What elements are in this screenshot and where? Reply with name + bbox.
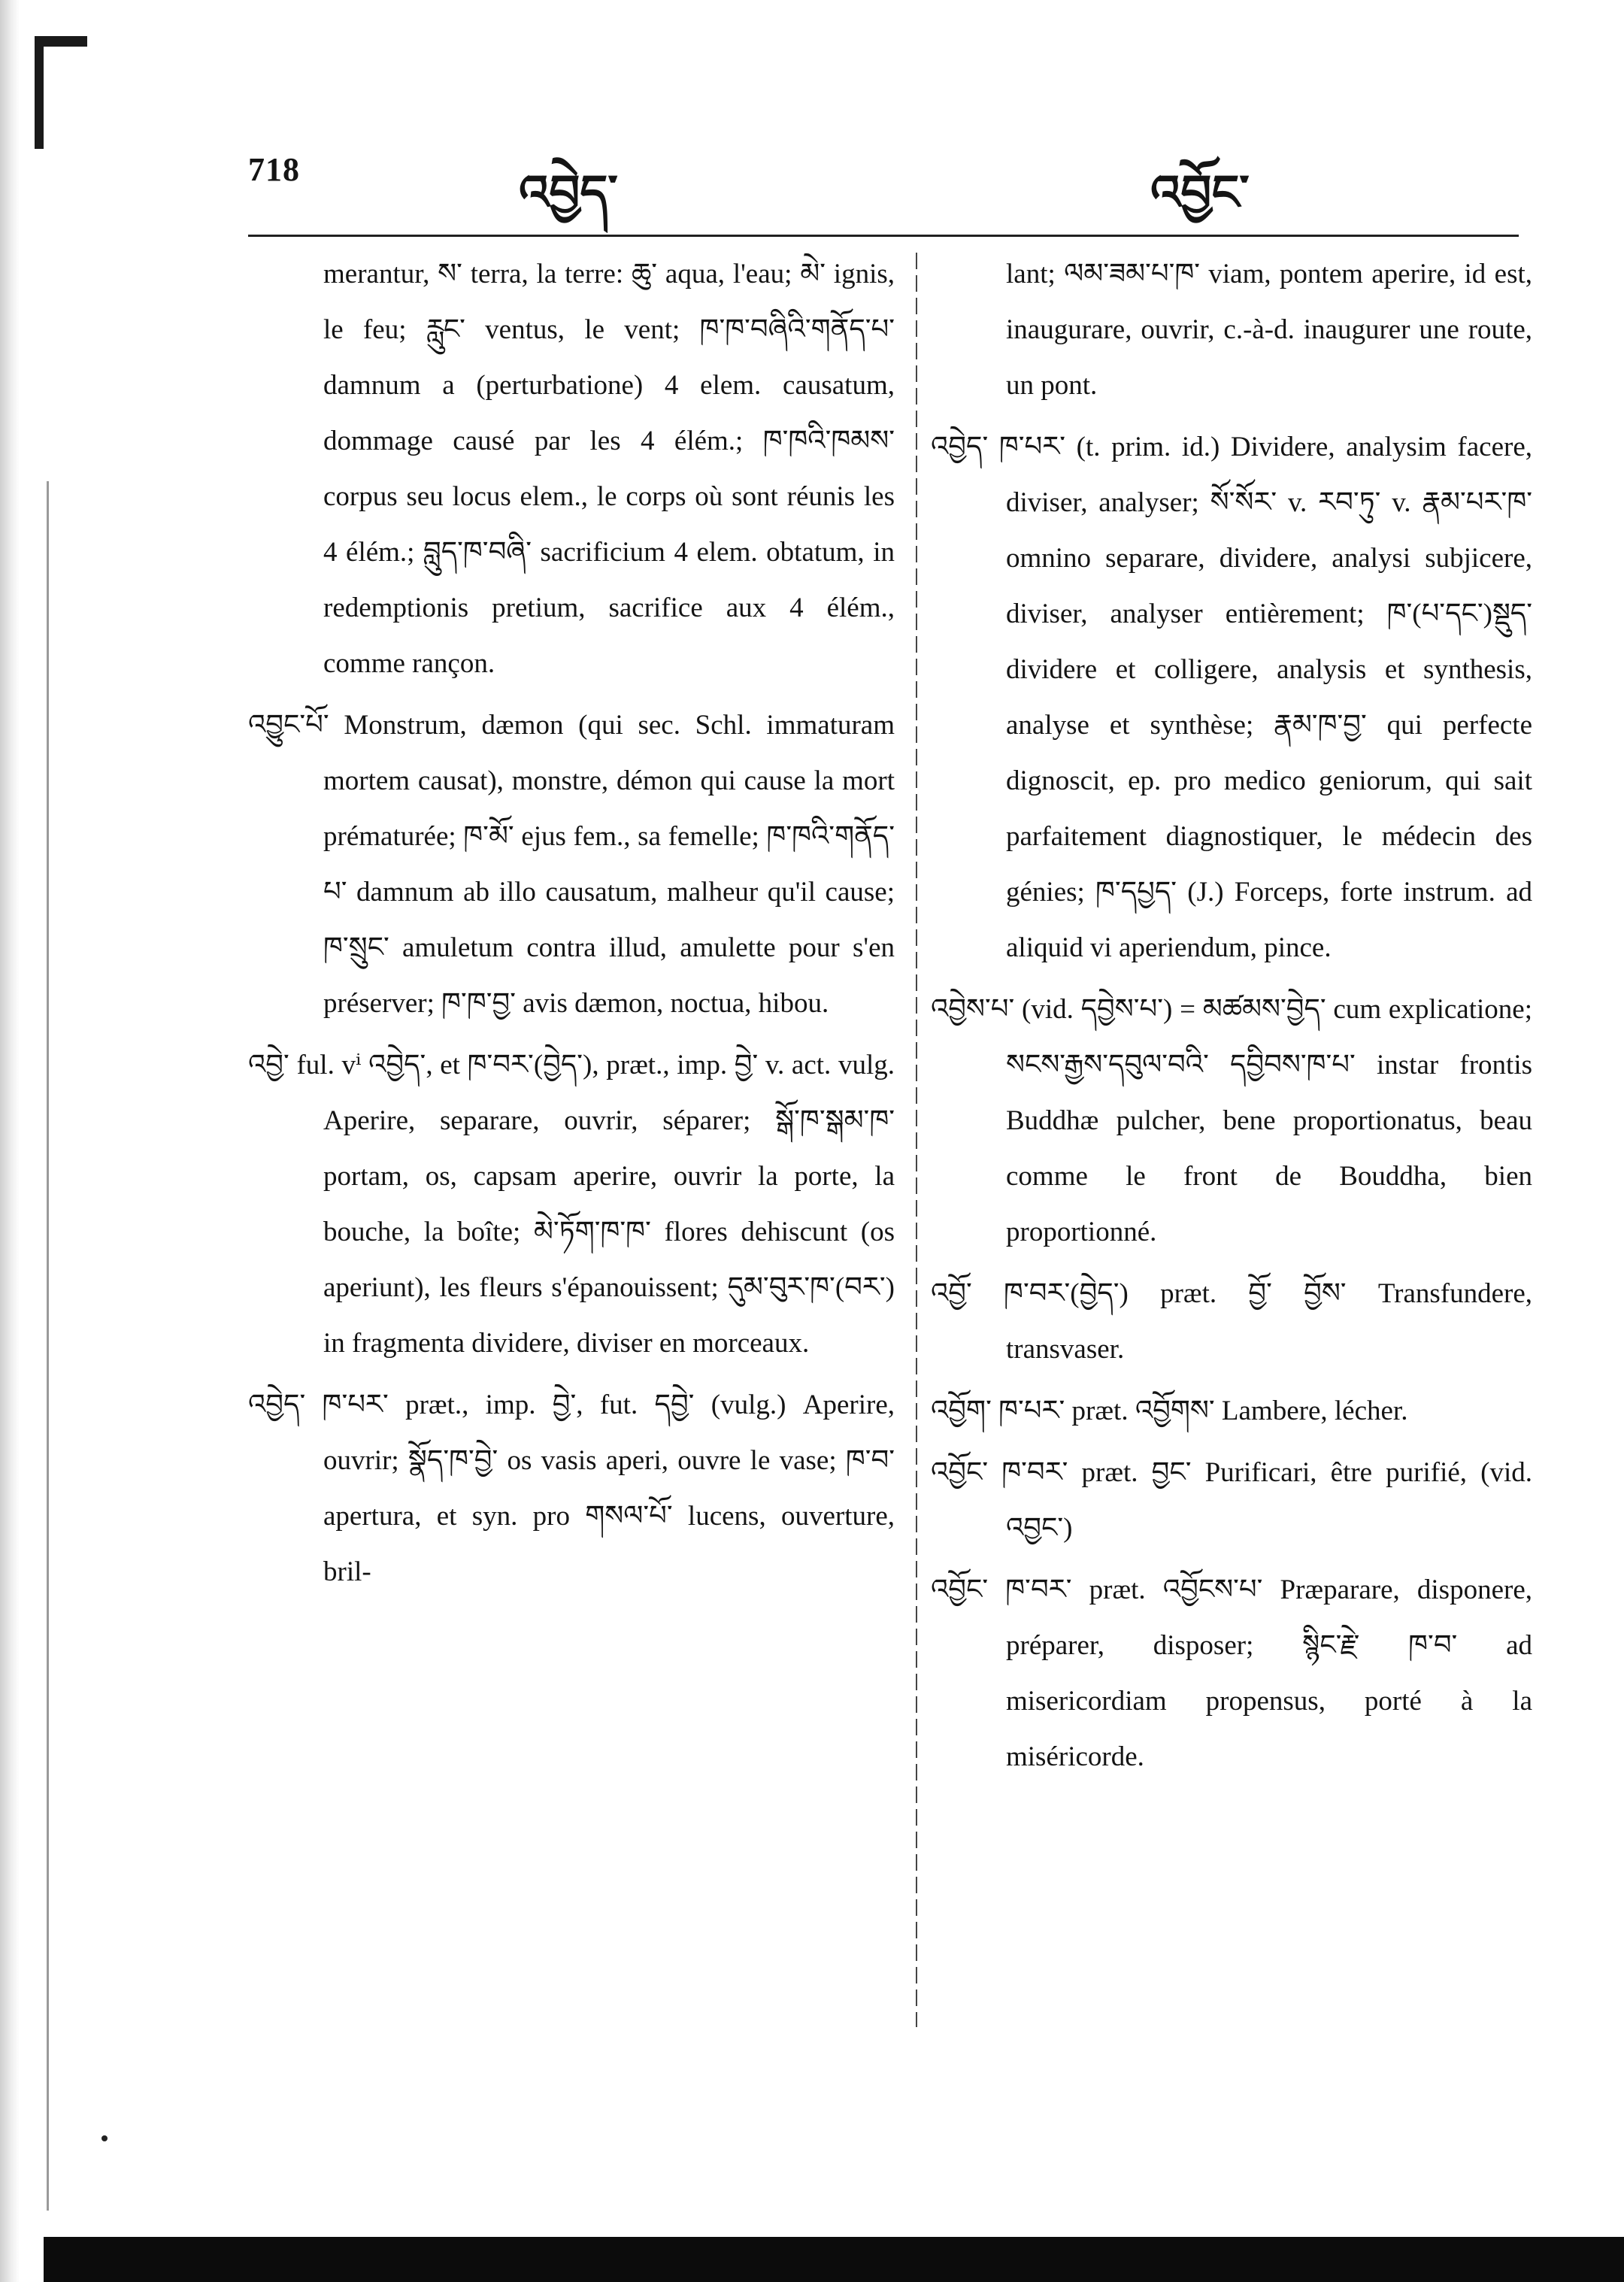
running-head-right: འབྱོང་	[1150, 165, 1250, 221]
entry-byed-divide: འབྱེད་ ཁ་པར་ (t. prim. id.) Dividere, analysim facere, diviser, analyser; སོ་སོར་ v. རབ་ཏུ་ v. རྣམ་པར་ཁ་ omnino separare, dividere, analysi subjicere, diviser, analyser entièrement; ཁ་(པ་དང་)སྡུད་ dividere et colligere, analysis et synthesis, analyse et synthèse; རྣམ་ཁ་བྱ་ qui perfecte dignoscit, ep. pro medico geniorum, qui sait parfaitement diagnostiquer, le médecin des génies; ཁ་དཔྱད་ (J.) Forceps, forte instrum. ad aliquid vi aperiendum, pince.	[931, 432, 1532, 963]
ink-dot	[102, 2135, 108, 2141]
running-head-left: འབྱེད་	[519, 165, 618, 221]
entry-byes-pa: འབྱེས་པ་ (vid. དབྱེས་པ་) = མཚམས་བྱེད་ cum explicatione; སངས་རྒྱས་དབུལ་བའི་ དབྱིབས་ཁ་པ་ instar frontis Buddhæ pulcher, bene proportionatus, beau comme le front de Bouddha, bien proportionné.	[931, 994, 1532, 1247]
right-column	[931, 247, 1532, 1791]
left-column	[248, 247, 895, 1606]
entry-byog: འབྱོག་ ཁ་པར་ præt. འབྱོགས་ Lambere, lécher.	[931, 1396, 1408, 1426]
entry-continuation-right: lant; ལམ་ཟམ་པ་ཁ་ viam, pontem aperire, id est, inaugurare, ouvrir, c.-à-d. inaugurer une route, un pont.	[1006, 259, 1532, 401]
entry-byed: འབྱེད་ ཁ་པར་ præt., imp. བྱེ་, fut. དབྱེ་ (vulg.) Aperire, ouvrir; སྣོད་ཁ་བྱེ་ os vasis aperi, ouvre le vase; ཁ་བ་ apertura, et syn. pro གསལ་པོ་ lucens, ouverture, bril-	[248, 1390, 895, 1587]
header-rule	[248, 235, 1519, 237]
corner-mark-vertical	[35, 36, 44, 149]
column-divider	[916, 253, 917, 2027]
entry-byong-prepare: འབྱོང་ ཁ་བར་ præt. འབྱོངས་པ་ Præparare, disponere, préparer, disposer; སྙིང་རྗེ་ ཁ་བ་ ad misericordiam propensus, porté à la miséricorde.	[931, 1574, 1532, 1772]
page-number: 718	[248, 151, 300, 188]
entry-byong-purify: འབྱོང་ ཁ་བར་ præt. བྱང་ Purificari, être purifié, (vid. འབྱང་)	[931, 1457, 1532, 1544]
bottom-scan-band	[44, 2237, 1624, 2282]
entry-bye: འབྱེ་ ful. vⁱ འབྱེད་, et ཁ་བར་(བྱེད་), præt., imp. བྱེ་ v. act. vulg. Aperire, separare, ouvrir, séparer; སྒོ་ཁ་སྒམ་ཁ་ portam, os, capsam aperire, ouvrir la porte, la bouche, la boîte; མེ་ཏོག་ཁ་ཁ་ flores dehiscunt (os aperiunt), les fleurs s'épanouissent; དུམ་བུར་ཁ་(བར་) in fragmenta dividere, diviser en morceaux.	[248, 1050, 895, 1359]
binding-edge	[47, 481, 49, 2211]
entry-continuation: merantur, ས་ terra, la terre: ཆུ་ aqua, l'eau; མེ་ ignis, le feu; རླུང་ ventus, le vent; ཁ་ཁ་བཞིའི་གནོད་པ་ damnum a (perturbatione) 4 elem. causatum, dommage causé par les 4 élém.; ཁ་ཁའི་ཁམས་ corpus seu locus elem., le corps où sont réunis les 4 élém.; བླུད་ཁ་བཞི་ sacrificium 4 elem. obtatum, in redemptionis pretium, sacrifice aux 4 élém., comme rançon.	[323, 259, 895, 679]
entry-byung-po: འབྱུང་པོ་ Monstrum, dæmon (qui sec. Schl. immaturam mortem causat), monstre, démon qui cause la mort prématurée; ཁ་མོ་ ejus fem., sa femelle; ཁ་ཁའི་གནོད་པ་ damnum ab illo causatum, malheur qu'il cause; ཁ་སྲུང་ amuletum contra illud, amulette pour s'en préserver; ཁ་ཁ་བྱ་ avis dæmon, noctua, hibou.	[248, 710, 895, 1019]
entry-byo: འབྱོ་ ཁ་བར་(བྱེད་) præt. བྱོ་ བྱོས་ Transfundere, transvaser.	[931, 1278, 1532, 1365]
scan-edge	[0, 0, 20, 2282]
